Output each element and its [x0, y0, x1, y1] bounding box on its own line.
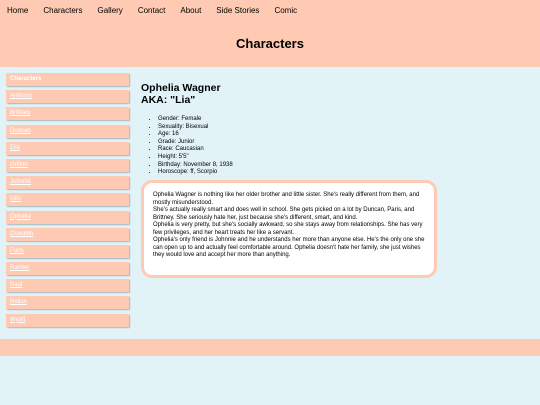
sidebar-item-anthony[interactable]: Anthony — [6, 90, 129, 103]
character-aka: AKA: "Lia" — [141, 94, 196, 106]
fact-sexuality: • Sexuality: Bisexual — [158, 124, 441, 132]
bio-paragraph: Ophelia Wagner is nothing like her older brother and little sister. She's really different from them, and mostly misunderstood. — [153, 192, 420, 206]
character-name: Ophelia Wagner — [141, 82, 221, 94]
sidebar-item-paris[interactable]: Paris — [6, 245, 129, 258]
top-nav — [0, 0, 540, 20]
fact-gender: • Gender: Female — [158, 116, 441, 124]
character-sidebar — [6, 73, 129, 331]
nav-characters[interactable]: Characters — [43, 5, 83, 15]
nav-home[interactable]: Home — [7, 5, 29, 15]
sidebar-item-ridion[interactable]: Ridion — [6, 296, 129, 309]
page-banner — [0, 20, 540, 67]
sidebar-item-oswaldo[interactable]: Oswaldo — [6, 228, 129, 241]
fact-horoscope: • Horoscope: ff, Scorpio — [158, 169, 441, 177]
sidebar-item-ramier[interactable]: Ramier — [6, 262, 129, 275]
sidebar-item-raul[interactable]: Raul — [6, 279, 129, 292]
sidebar-item-characters[interactable]: Characters — [6, 73, 129, 86]
sidebar-item-brittney[interactable]: Brittney — [6, 107, 129, 120]
character-facts — [141, 116, 441, 177]
bio-paragraph: She's actually really smart and does well in school. She gets picked on a lot by Duncan, Paris, and Brittney. She seriously hate her, just because she's different, smart, and kind. — [153, 207, 415, 221]
nav-side-stories[interactable]: Side Stories — [216, 5, 260, 15]
page-title: Characters — [236, 36, 304, 51]
page-footer — [0, 339, 540, 356]
nav-gallery[interactable]: Gallery — [97, 5, 123, 15]
nav-contact[interactable]: Contact — [137, 5, 166, 15]
fact-height: • Height: 5'5" — [158, 154, 441, 162]
character-profile — [141, 82, 441, 177]
fact-race: • Race: Caucasian — [158, 146, 441, 154]
nav-comic[interactable]: Comic — [274, 5, 298, 15]
sidebar-item-ophelia[interactable]: Ophelia — [6, 211, 129, 224]
bio-paragraph: Ophelia is very pretty, but she's socially awkward, so she stays away from relationships. She has very few privileges, and her heart treats her like a servant. — [153, 222, 423, 236]
sidebar-item-wyatt[interactable]: Wyatt — [6, 314, 129, 327]
bio-paragraph: Ophelia's only friend is Johnnie and he understands her more than anyone else. He's the only one she can open up to and actually feel comfortable around. Ophelia doesn't hate her family, she just wishes they would love and accept her more than anything. — [153, 237, 425, 258]
character-bio-box — [141, 180, 437, 278]
fact-birthday: • Birthday: November 8, 1938 — [158, 162, 441, 170]
fact-age: • Age: 16 — [158, 131, 441, 139]
sidebar-item-ella[interactable]: Ella — [6, 142, 129, 155]
sidebar-item-johnnie[interactable]: Johnnie — [6, 176, 129, 189]
fact-grade: • Grade: Junior — [158, 139, 441, 147]
nav-about[interactable]: About — [180, 5, 202, 15]
sidebar-item-duncan[interactable]: Duncan — [6, 125, 129, 138]
sidebar-item-milo[interactable]: Milo — [6, 193, 129, 206]
sidebar-item-grifinn[interactable]: Grifinn — [6, 159, 129, 172]
